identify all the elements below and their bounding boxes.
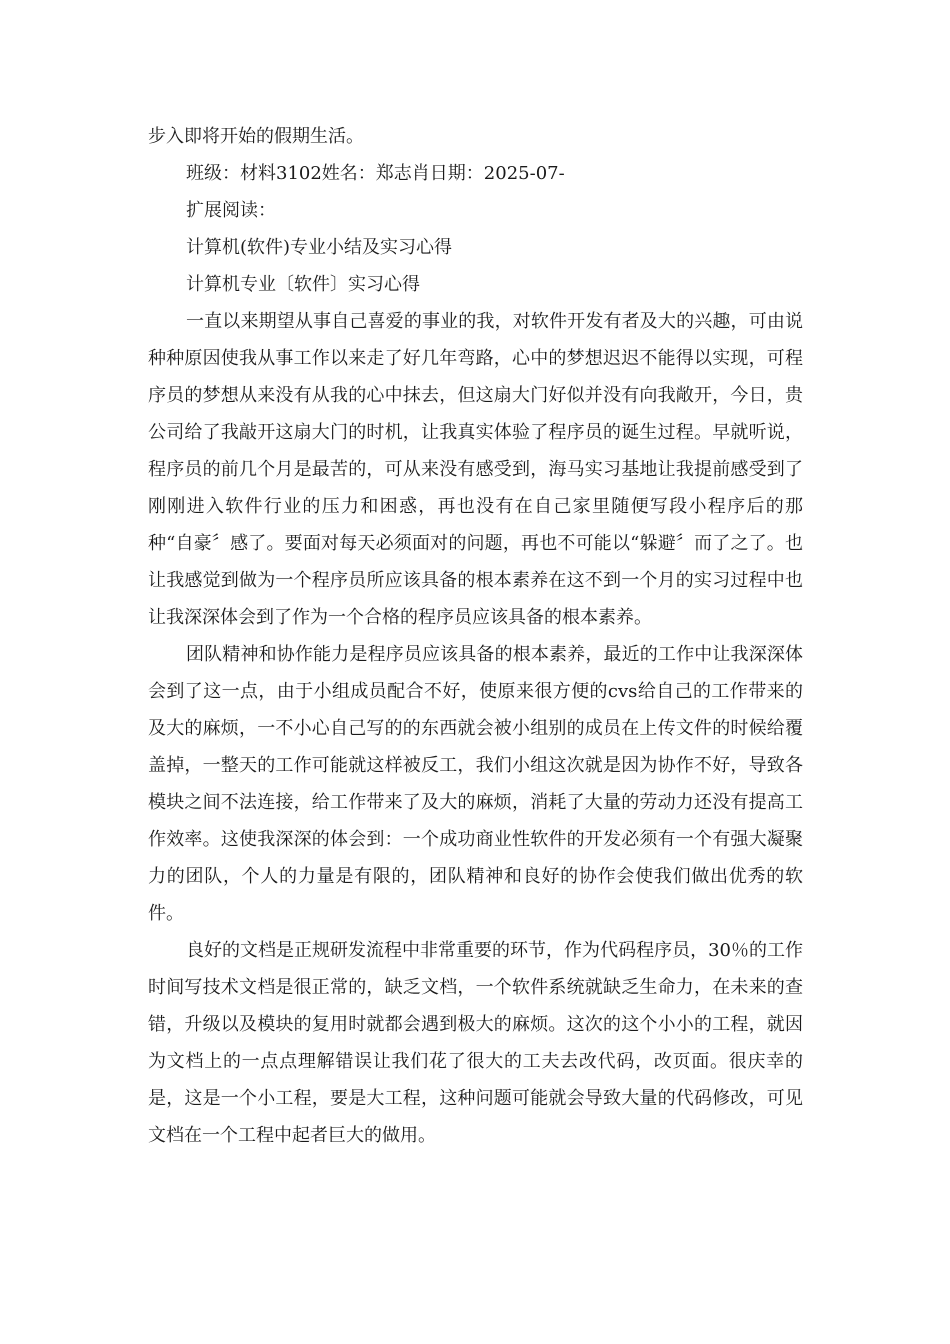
document-body (148, 118, 803, 1154)
paragraph-career-aspiration: 一直以来期望从事自己喜爱的事业的我，对软件开发有者及大的兴趣，可由说种种原因使我从事工作以来走了好几年弯路，心中的梦想迟迟不能得以实现，可程序员的梦想从来没有从我的心中抹去，但这扇大门好似并没有向我敞开，今日，贵公司给了我敲开这扇大门的时机，让我真实体验了程序员的诞生过程。早就听说，程序员的前几个月是最苦的，可从来没有感受到，海马实习基地让我提前感受到了刚刚进入软件行业的压力和困惑，再也没有在自己家里随便写段小程序后的那种“自豪〞感了。要面对每天必须面对的问题，再也不可能以“躲避〞而了之了。也让我感觉到做为一个程序员所应该具备的根本素养在这不到一个月的实习过程中也让我深深体会到了作为一个合格的程序员应该具备的根本素养。 (148, 311, 803, 628)
paragraph-extended-reading: 扩展阅读： (186, 200, 276, 221)
paragraph-team-spirit: 团队精神和协作能力是程序员应该具备的根本素养，最近的工作中让我深深体会到了这一点，由于小组成员配合不好，使原来很方便的cvs给自己的工作带来的及大的麻烦，一不小心自己写的的东西就会被小组别的成员在上传文件的时候给覆盖掉，一整天的工作可能就这样被反工，我们小组这次就是因为协作不好，导致各模块之间不法连接，给工作带来了及大的麻烦，消耗了大量的劳动力还没有提高工作效率。这使我深深的体会到：一个成功商业性软件的开发必须有一个有强大凝聚力的团队，个人的力量是有限的，团队精神和良好的协作会使我们做出优秀的软件。 (148, 644, 803, 924)
paragraph-documentation: 良好的文档是正规研发流程中非常重要的环节，作为代码程序员，30％的工作时间写技术文档是很正常的，缺乏文档，一个软件系统就缺乏生命力，在未来的查错，升级以及模块的复用时就都会遇到极大的麻烦。这次的这个小小的工程，就因为文档上的一点点理解错误让我们花了很大的工夫去改代码，改页面。很庆幸的是，这是一个小工程，要是大工程，这种问题可能就会导致大量的代码修改，可见文档在一个工程中起者巨大的做用。 (148, 940, 803, 1146)
paragraph-holiday-line: 步入即将开始的假期生活。 (148, 126, 364, 147)
paragraph-heading-internship: 计算机专业〔软件〕实习心得 (186, 274, 420, 295)
paragraph-class-info: 班级：材料3102姓名：郑志肖日期：2025-07- (186, 163, 565, 184)
paragraph-heading-summary: 计算机(软件)专业小结及实习心得 (186, 237, 453, 258)
